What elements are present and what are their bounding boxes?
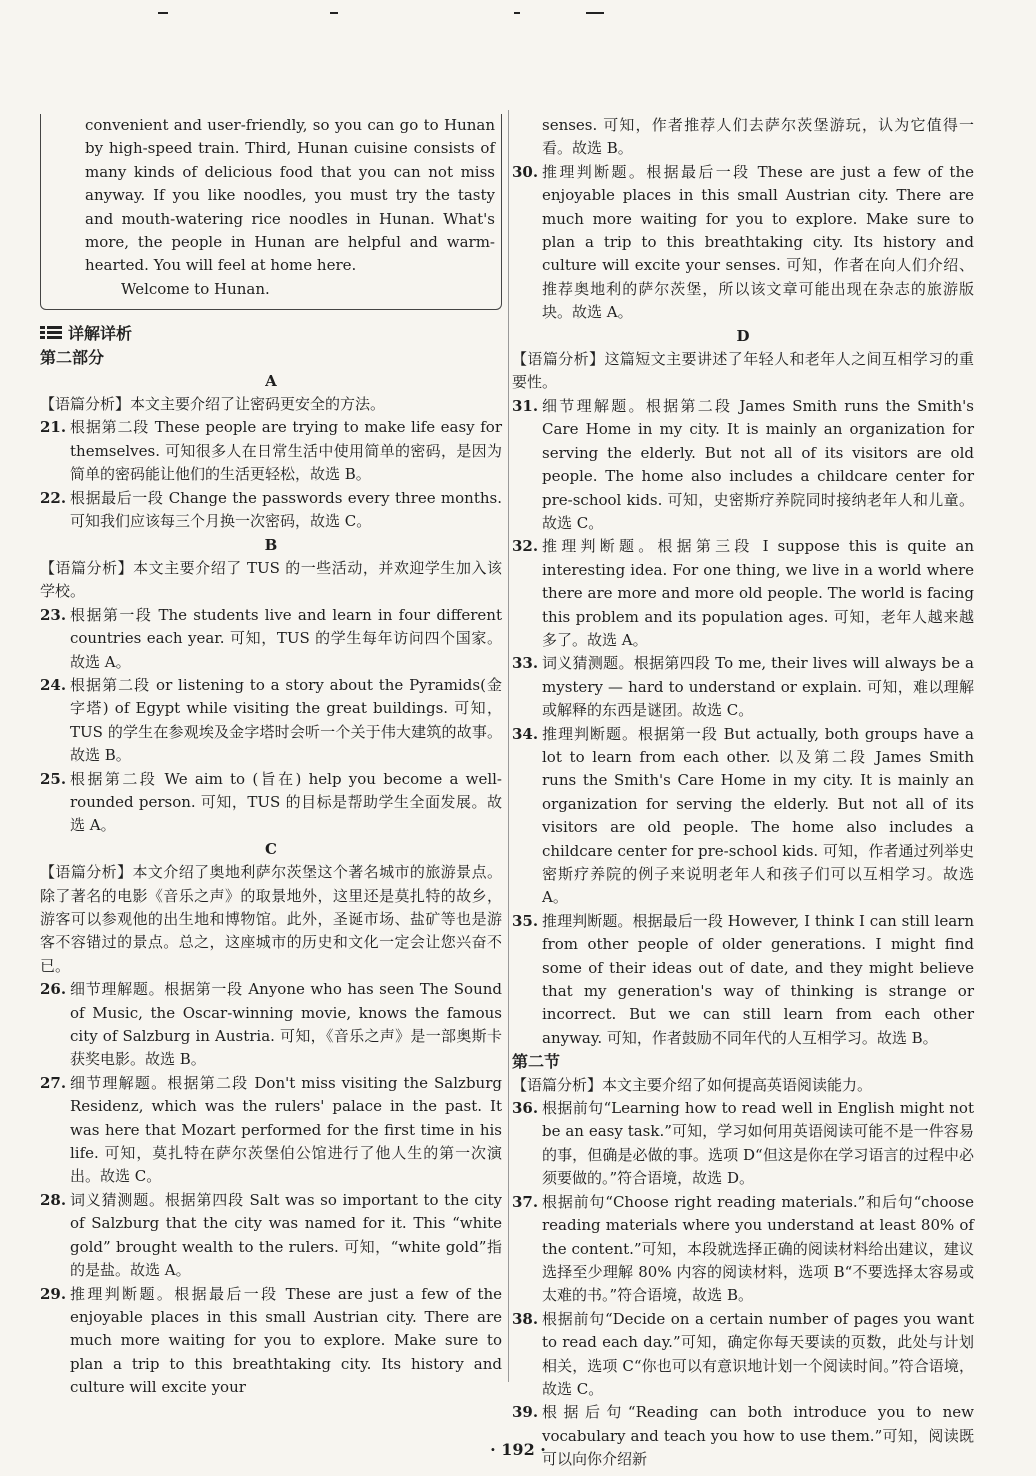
section-letter-a: A (265, 371, 277, 390)
item-number: 21. (40, 418, 67, 437)
item-number: 35. (512, 911, 539, 930)
answer-item (40, 1283, 502, 1400)
list-icon (40, 325, 62, 341)
answer-item (512, 652, 974, 722)
item-number: 25. (40, 769, 67, 788)
item-text: 细节理解题。根据第二段 Don't miss visiting the Salzburg Residenz, which was the rulers' palace in the past. It was here that Mozart performed for the first time in his life. 可知，莫扎特在萨尔茨堡伯公馆进行了他人生的第一次演出。故选 C。 (70, 1073, 502, 1186)
item-text: 细节理解题。根据第一段 Anyone who has seen The Sound of Music, the Oscar-winning movie, knows the famous city of Salzburg in Austria. 可知，《音乐之声》是一部奥斯卡获奖电影。故选 B。 (70, 980, 502, 1069)
item-text: 细节理解题。根据第二段 James Smith runs the Smith's Care Home in my city. It is mainly an organization for serving the elderly. But not all of its visitors are old people. The home also includes a childcare center for pre-school kids. 可知，史密斯疗养院同时接纳老年人和儿童。故选 C。 (542, 396, 974, 532)
analysis-c: 【语篇分析】本文介绍了奥地利萨尔茨堡这个著名城市的旅游景点。除了著名的电影《音乐之声》的取景地外，这里还是莫扎特的故乡，游客可以参观他的出生地和博物馆。此外，圣诞市场、盐矿等也是游客不容错过的景点。总之，这座城市的历史和文化一定会让您兴奋不已。 (40, 863, 502, 975)
item-number: 32. (512, 537, 539, 556)
item-text: 推理判断题。根据最后一段 These are just a few of the enjoyable places in this small Austrian city. There are much more waiting for you to explore. Make sure to plan a trip to this breathtaking city. Its history and culture will excite your (70, 1284, 502, 1397)
item-number: 30. (512, 162, 539, 181)
item-number: 31. (512, 396, 539, 415)
item-number: 39. (512, 1403, 539, 1422)
item-text: 推理判断题。根据第三段 I suppose this is quite an interesting idea. For one thing, we live in a world where there are more and more old people. The world is facing this problem and its population ages. 可知，老年人越来越多了。故选 A。 (542, 537, 974, 649)
item-number: 27. (40, 1073, 67, 1092)
answer-item (40, 487, 502, 534)
item-text: 根据最后一段 Change the passwords every three months. 可知我们应该每三个月换一次密码，故选 C。 (70, 488, 502, 531)
item-text: 根据前句“Learning how to read well in English might not be an easy task.”可知，学习如何用英语阅读可能不是一件容易的事，但确是必做的事。选项 D“但这是你在学习语言的过程中必须要做的。”符合语境，故选 D。 (542, 1099, 974, 1188)
section-heading (40, 320, 502, 346)
answer-item-continued (512, 114, 974, 161)
answer-item (512, 723, 974, 910)
section-two-title: 第二节 (512, 1052, 561, 1072)
item-number: 26. (40, 980, 67, 999)
answer-item (40, 416, 502, 486)
analysis-section-two: 【语篇分析】本文主要介绍了如何提高英语阅读能力。 (512, 1075, 873, 1094)
section-letter-b: B (264, 535, 278, 554)
section-letter-c: C (265, 839, 277, 858)
left-column (40, 114, 502, 1400)
item-number: 38. (512, 1309, 539, 1328)
item-text: 推理判断题。根据最后一段 However, I think I can still learn from other people of older generations. I might find some of their ideas out of date, and they might believe that my generation's way of thinking is strange or incorrect. But we can still learn from each other anyway. 可知，作者鼓励不同年代的人互相学习。故选 B。 (542, 911, 974, 1047)
page-number: · 192 · (490, 1440, 546, 1459)
answer-item (40, 604, 502, 674)
answer-item (40, 1189, 502, 1283)
answer-item (512, 535, 974, 652)
top-crop-marks (0, 12, 1036, 22)
answer-item (512, 1308, 974, 1402)
item-number: 33. (512, 654, 539, 673)
item-number: 23. (40, 605, 67, 624)
answer-item (512, 1401, 974, 1471)
item-text: 词义猜测题。根据第四段 Salt was so important to the city of Salzburg that the city was named for it. This “white gold” brought wealth to the rulers. 可知，“white gold”指的是盐。故选 A。 (70, 1190, 502, 1280)
item-number: 24. (40, 675, 67, 694)
analysis-b: 【语篇分析】本文主要介绍了 TUS 的一些活动，并欢迎学生加入该学校。 (40, 558, 502, 601)
item-number: 22. (40, 488, 67, 507)
item-number: 34. (512, 724, 539, 743)
analysis-a: 【语篇分析】本文主要介绍了让密码更安全的方法。 (40, 395, 386, 414)
answer-item (512, 1097, 974, 1191)
part-title: 第二部分 (40, 348, 105, 368)
item-text: 根据前句“Choose right reading materials.”和后句“choose reading materials where you understand at least 80% of the content.”可知，本段就选择正确的阅读材料给出建议，建议选择至少理解 80% 内容的阅读材料，选项 B“不要选择太容易或太难的书。”符合语境，故选 B。 (542, 1192, 974, 1305)
column-divider (508, 110, 509, 1382)
answer-item (40, 1072, 502, 1189)
item-text: 根据第二段 or listening to a story about the Pyramids(金字塔) of Egypt while visiting the great buildings. 可知，TUS 的学生在参观埃及金字塔时会听一个关于伟大建筑的故事。故选 B。 (70, 675, 502, 765)
item-number: 29. (40, 1284, 67, 1303)
analysis-d: 【语篇分析】这篇短文主要讲述了年轻人和老年人之间互相学习的重要性。 (512, 350, 974, 392)
item-number: 37. (512, 1192, 539, 1211)
item-text: 根据第二段 We aim to (旨在) help you become a well-rounded person. 可知，TUS 的目标是帮助学生全面发展。故选 A。 (70, 769, 502, 835)
heading-text: 详解详析 (68, 323, 133, 343)
answer-item (512, 395, 974, 535)
item-text: 根据第一段 The students live and learn in four different countries each year. 可知，TUS 的学生每年访问四个国家。故选 A。 (70, 605, 502, 671)
letter-box (40, 114, 502, 310)
answer-item (40, 768, 502, 838)
answer-item (512, 161, 974, 325)
answer-item (512, 910, 974, 1050)
item-text: 词义猜测题。根据第四段 To me, their lives will always be a mystery — hard to understand or explain. 可知，难以理解或解释的东西是谜团。故选 C。 (542, 654, 974, 720)
item-text: senses. 可知，作者推荐人们去萨尔茨堡游玩，认为它值得一看。故选 B。 (542, 116, 974, 158)
item-number: 36. (512, 1099, 539, 1118)
answer-item (40, 674, 502, 768)
section-letter-d: D (736, 326, 750, 345)
item-text: 根据前句“Decide on a certain number of pages you want to read each day.”可知，确定你每天要读的页数，此处与计划相关，选项 C“你也可以有意识地计划一个阅读时间。”符合语境，故选 C。 (542, 1309, 974, 1398)
answer-item (512, 1191, 974, 1308)
right-column (512, 114, 974, 1472)
answer-item (40, 978, 502, 1072)
item-text: 根据第二段 These people are trying to make life easy for themselves. 可知很多人在日常生活中使用简单的密码，是因为简单的密码能让他们的生活更轻松，故选 B。 (70, 418, 502, 484)
letter-closing: Welcome to Hunan. (121, 279, 270, 298)
item-number: 28. (40, 1190, 67, 1209)
letter-body: convenient and user-friendly, so you can go to Hunan by high-speed train. Third, Hunan cuisine consists of many kinds of delicious food that you can not miss anyway. If you like noodles, you must try the tasty and mouth-watering rice noodles in Hunan. What's more, the people in Hunan are helpful and warm-hearted. You will feel at home here. (85, 116, 495, 275)
item-text: 推理判断题。根据第一段 But actually, both groups have a lot to learn from each other. 以及第二段 James Smith runs the Smith's Care Home in my city. It is mainly an organization for serving the elderly. But not all of its visitors are old people. The home also includes a childcare center for pre-school kids. 可知，作者通过列举史密斯疗养院的例子来说明老年人和孩子们可以互相学习。故选 A。 (542, 724, 974, 907)
item-text: 根据后句“Reading can both introduce you to new vocabulary and teach you how to use them.”可知，阅读既可以向你介绍新 (542, 1403, 974, 1469)
item-text: 推理判断题。根据最后一段 These are just a few of the enjoyable places in this small Austrian city. There are much more waiting for you to explore. Make sure to plan a trip to this breathtaking city. Its history and culture will excite your senses. 可知，作者在向人们介绍、推荐奥地利的萨尔茨堡，所以该文章可能出现在杂志的旅游版块。故选 A。 (542, 162, 974, 322)
